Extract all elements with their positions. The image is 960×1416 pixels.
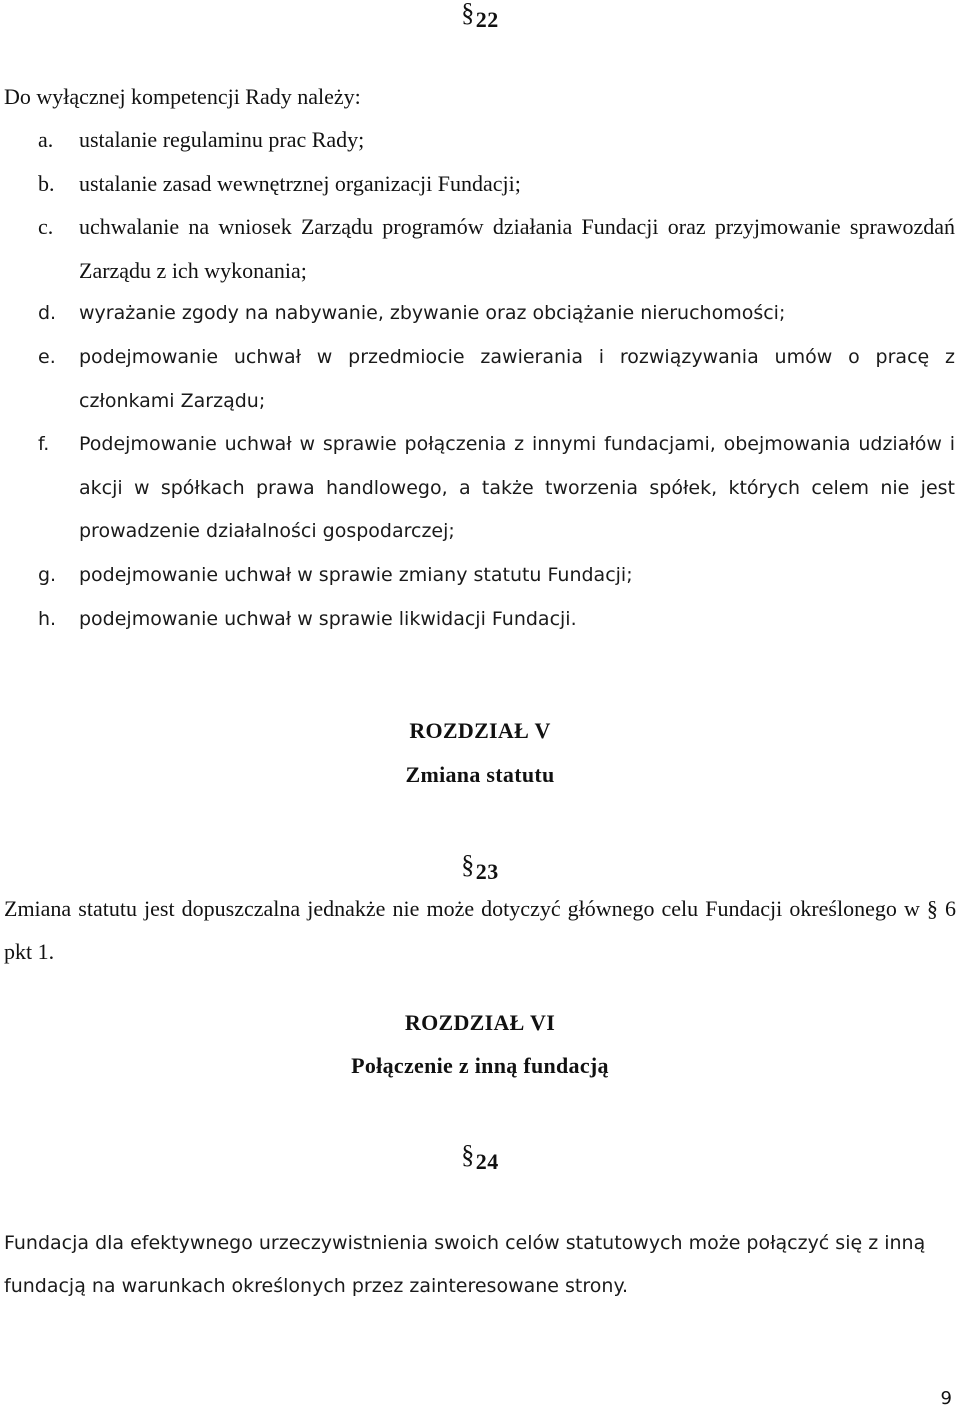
list-marker: g. bbox=[38, 563, 57, 586]
section-number: 22 bbox=[475, 7, 499, 32]
list-item-text: wyrażanie zgody na nabywanie, zbywanie oraz obciążanie nieruchomości; bbox=[79, 302, 786, 325]
competence-intro: Do wyłącznej kompetencji Rady należy: bbox=[4, 84, 361, 109]
list-item bbox=[0, 336, 955, 423]
page-number: 9 bbox=[940, 1388, 952, 1409]
list-marker: d. bbox=[38, 302, 57, 325]
list-item bbox=[0, 554, 955, 598]
section-23-heading bbox=[0, 850, 960, 885]
list-item-text: podejmowanie uchwał w sprawie likwidacji Fundacji. bbox=[79, 607, 577, 630]
section-24-paragraph: Fundacja dla efektywnego urzeczywistnienia swoich celów statutowych może połączyć się z inną fundacją na warunkach określonych przez zainteresowane strony. bbox=[4, 1232, 926, 1297]
list-item bbox=[0, 292, 955, 336]
section-symbol: § bbox=[461, 1140, 475, 1169]
section-symbol: § bbox=[461, 850, 475, 879]
list-item-text: ustalanie zasad wewnętrznej organizacji Fundacji; bbox=[79, 170, 521, 196]
competence-list bbox=[0, 118, 960, 641]
section-number: 24 bbox=[475, 1149, 499, 1174]
section-number: 23 bbox=[475, 859, 499, 884]
list-item bbox=[0, 423, 955, 554]
section-23-paragraph: Zmiana statutu jest dopuszczalna jednakże nie może dotyczyć głównego celu Fundacji określonego w § 6 pkt 1. bbox=[4, 896, 956, 964]
section-24-heading bbox=[0, 1140, 960, 1175]
list-item bbox=[0, 118, 955, 162]
chapter-6-heading: ROZDZIAŁ VI bbox=[404, 1010, 556, 1035]
list-item-text: ustalanie regulaminu prac Rady; bbox=[79, 127, 365, 152]
list-marker: h. bbox=[38, 607, 57, 630]
section-symbol: § bbox=[461, 0, 475, 27]
list-item-text: podejmowanie uchwał w sprawie zmiany statutu Fundacji; bbox=[79, 563, 633, 586]
section-22-heading bbox=[0, 0, 960, 33]
list-marker: f. bbox=[38, 433, 50, 456]
chapter-5-heading: ROZDZIAŁ V bbox=[409, 718, 551, 743]
list-marker: a. bbox=[38, 127, 54, 152]
list-item bbox=[0, 162, 955, 206]
list-item bbox=[0, 205, 955, 292]
list-item bbox=[0, 598, 955, 642]
list-item-text: Podejmowanie uchwał w sprawie połączenia z innymi fundacjami, obejmowania udziałów i akcji w spółkach prawa handlowego, a także tworzenia spółek, których celem nie jest prowadzenie działalności gospodarczej; bbox=[79, 433, 955, 543]
list-marker: e. bbox=[38, 345, 56, 368]
chapter-5-title: Zmiana statutu bbox=[405, 762, 555, 787]
chapter-6-title: Połączenie z inną fundacją bbox=[351, 1053, 609, 1078]
list-marker: c. bbox=[38, 214, 54, 240]
list-item-text: uchwalanie na wniosek Zarządu programów działania Fundacji oraz przyjmowanie sprawozdań Zarządu z ich wykonania; bbox=[79, 214, 955, 283]
list-marker: b. bbox=[38, 170, 55, 196]
list-item-text: podejmowanie uchwał w przedmiocie zawierania i rozwiązywania umów o pracę z członkami Zarządu; bbox=[79, 345, 955, 412]
